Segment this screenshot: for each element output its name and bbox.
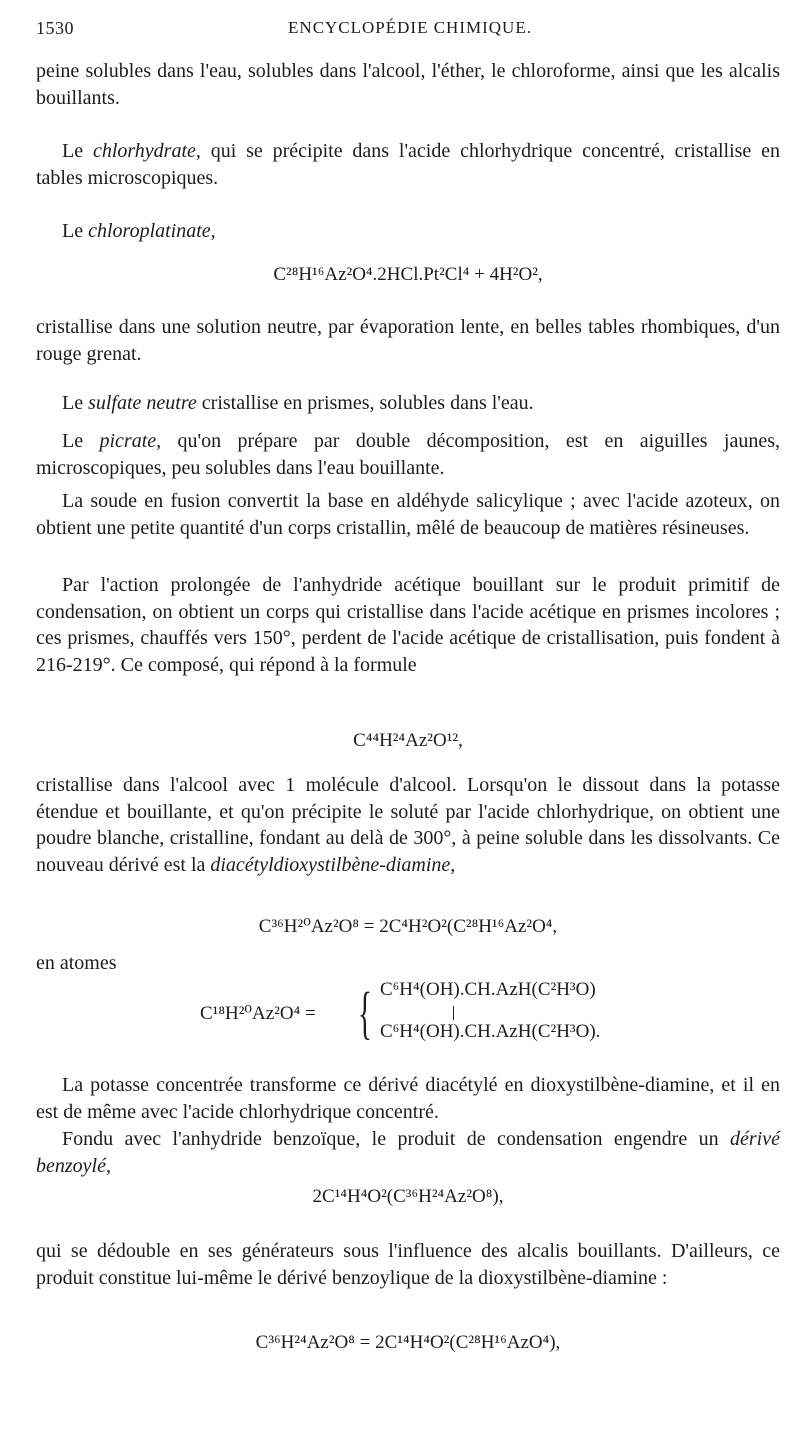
paragraph-chloroplatinate-crystal: cristallise dans une solution neutre, par évaporation lente, en belles tables rhombiques, d'un rouge grenat.	[36, 316, 780, 365]
atomic-formula-row-2: C⁶H⁴(OH).CH.AzH(C²H³O).	[380, 1021, 601, 1042]
formula-dioxystilbene-diamine: C³⁶H²⁴Az²O⁸ = 2C¹⁴H⁴O²(C²⁸H¹⁶AzO⁴),	[255, 1332, 561, 1353]
atomic-formula-row-1: C⁶H⁴(OH).CH.AzH(C²H³O)	[380, 979, 596, 1000]
paragraph-diacetyl: cristallise dans l'alcool avec 1 molécule d'alcool. Lorsqu'on le dissout dans la potasse étendue et bouillante, et qu'on précipite le soluté par l'acide chlorhydrique, on obtient une poudre blanche, cristalline, fondant au delà de 300°, à peine soluble dans les dissolvants. Ce nouveau dérivé est la diacétyldioxystilbène-diamine,	[36, 774, 780, 876]
page-number: 1530	[36, 18, 74, 38]
formula-compose: C⁴⁴H²⁴Az²O¹²,	[353, 730, 463, 751]
paragraph-sulfate: Le sulfate neutre cristallise en prismes, solubles dans l'eau.	[62, 392, 534, 414]
atomic-formula	[200, 976, 640, 1056]
bond-line	[453, 1006, 454, 1020]
page-header	[36, 18, 784, 44]
paragraph-chlorhydrate: Le chlorhydrate, qui se précipite dans l'acide chlorhydrique concentré, cristallise en tables microscopiques.	[36, 140, 781, 189]
paragraph-picrate: Le picrate, qu'on prépare par double décomposition, est en aiguilles jaunes, microscopiques, peu solubles dans l'eau bouillante.	[36, 430, 780, 479]
paragraph-soude: La soude en fusion convertit la base en aldéhyde salicylique ; avec l'acide azoteux, on obtient une petite quantité d'un corps cristallin, mêlé de beaucoup de matières résineuses.	[36, 490, 780, 539]
curly-brace: {	[358, 980, 372, 1045]
paragraph-dedouble: qui se dédouble en ses générateurs sous l'influence des alcalis bouillants. D'ailleurs, ce produit constitue lui-même le dérivé benzoylique de la dioxystilbène-diamine :	[36, 1240, 780, 1289]
paragraph-continuation: peine solubles dans l'eau, solubles dans l'alcool, l'éther, le chloroforme, ainsi que les alcalis bouillants.	[36, 60, 780, 109]
running-title: ENCYCLOPÉDIE CHIMIQUE.	[288, 18, 532, 37]
paragraph-potasse: La potasse concentrée transforme ce dérivé diacétylé en dioxystilbène-diamine, et il en est de même avec l'acide chlorhydrique concentré.	[36, 1074, 780, 1123]
label-en-atomes: en atomes	[36, 952, 117, 974]
paragraph-anhydride-acetique: Par l'action prolongée de l'anhydride acétique bouillant sur le produit primitif de condensation, on obtient un corps qui cristallise dans l'acide acétique en prismes incolores ; ces prismes, chauffés vers 150°, perdent de l'acide acétique de cristallisation, puis fondent à 216-219°. Ce composé, qui répond à la formule	[36, 574, 780, 676]
paragraph-benzoique: Fondu avec l'anhydride benzoïque, le produit de condensation engendre un dérivé benzoylé,	[36, 1128, 780, 1177]
formula-chloroplatinate: C²⁸H¹⁶Az²O⁴.2HCl.Pt²Cl⁴ + 4H²O²,	[273, 264, 543, 285]
formula-diacetyldioxystilbene: C³⁶H²⁰Az²O⁸ = 2C⁴H²O²(C²⁸H¹⁶Az²O⁴,	[258, 916, 558, 937]
formula-benzoyle: 2C¹⁴H⁴O²(C³⁶H²⁴Az²O⁸),	[312, 1186, 504, 1207]
atomic-formula-lhs: C¹⁸H²⁰Az²O⁴ =	[200, 1003, 316, 1024]
paragraph-chloroplatinate: Le chloroplatinate,	[62, 220, 216, 242]
